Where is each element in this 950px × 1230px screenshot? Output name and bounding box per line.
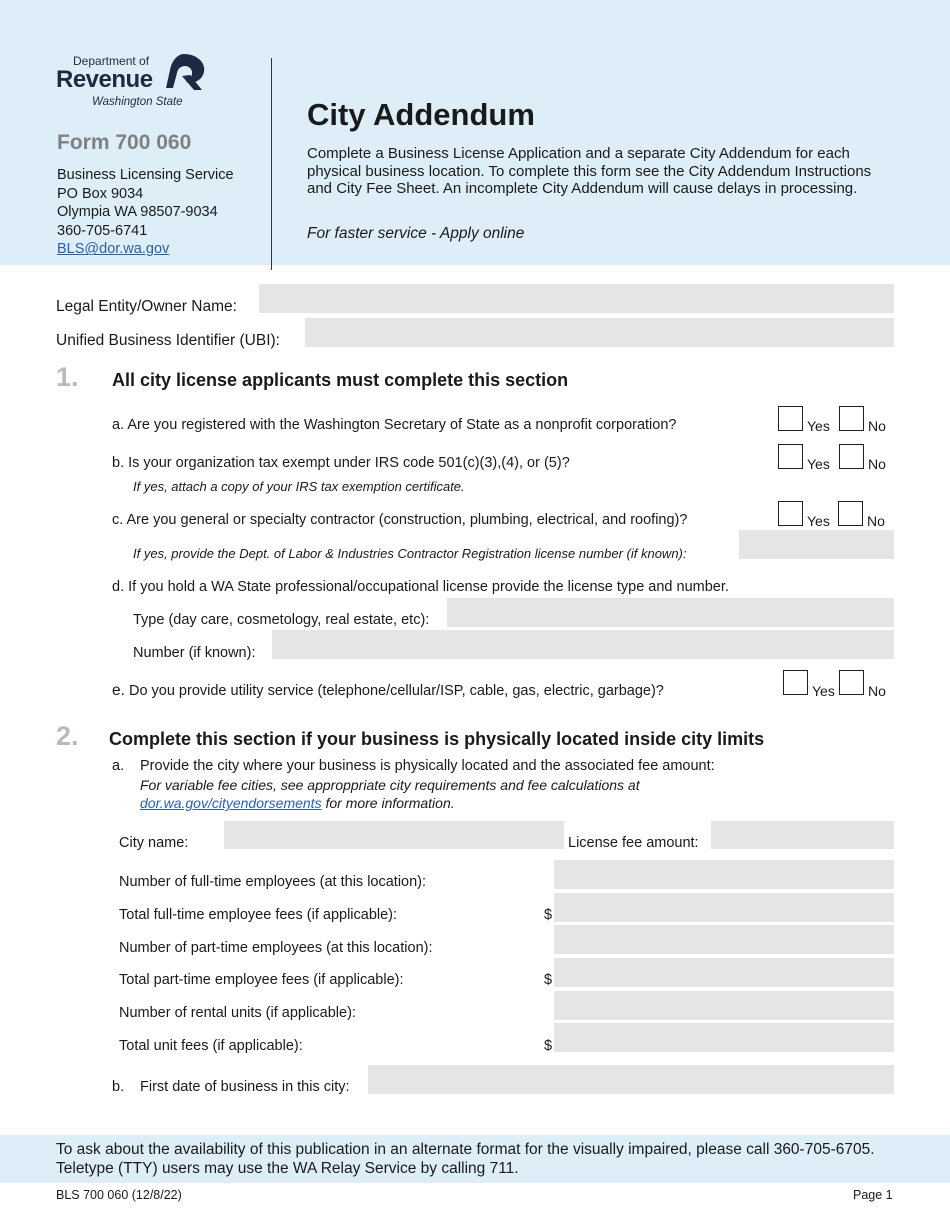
question-2a-text: Provide the city where your business is physically located and the associated fee amount: xyxy=(140,758,715,774)
question-a-nonprofit: a. Are you registered with the Washington Secretary of State as a nonprofit corporation? xyxy=(112,417,677,433)
full-time-employees-label: Number of full-time employees (at this location): xyxy=(119,874,427,890)
logo-swirl-icon xyxy=(160,52,208,92)
dollar-sign: $ xyxy=(544,907,553,923)
question-c-contractor: c. Are you general or specialty contractor (construction, plumbing, electrical, and roofing)? xyxy=(112,512,688,528)
part-time-fees-label: Total part-time employee fees (if applicable): xyxy=(119,972,404,988)
rental-units-field[interactable] xyxy=(554,991,894,1020)
contractor-yes-checkbox[interactable] xyxy=(778,501,803,526)
section-2-number: 2. xyxy=(56,721,79,751)
no-label: No xyxy=(868,683,886,699)
phone-number: 360-705-6741 xyxy=(57,222,148,239)
nonprofit-yes-checkbox[interactable] xyxy=(778,406,803,431)
no-label: No xyxy=(868,456,886,472)
form-number: Form 700 060 xyxy=(57,131,192,154)
question-b-tax-exempt: b. Is your organization tax exempt under IRS code 501(c)(3),(4), or (5)? xyxy=(112,455,570,471)
logo-dept-of: Department of xyxy=(73,54,150,68)
question-2a-note-end: for more information. xyxy=(321,795,455,811)
yes-label: Yes xyxy=(807,456,830,472)
city-endorsements-link[interactable]: dor.wa.gov/cityendorsements xyxy=(140,795,322,811)
question-e-letter: e. xyxy=(112,682,125,699)
mailing-address xyxy=(57,166,234,259)
license-number-field[interactable] xyxy=(272,630,894,659)
no-label: No xyxy=(868,418,886,434)
yes-label: Yes xyxy=(812,683,835,699)
part-time-employees-label: Number of part-time employees (at this location): xyxy=(119,940,433,956)
question-2a-link-line xyxy=(140,795,455,811)
nonprofit-no-checkbox[interactable] xyxy=(839,406,864,431)
address-line: Business Licensing Service xyxy=(57,167,234,183)
city-name-field[interactable] xyxy=(224,821,564,849)
contractor-license-field[interactable] xyxy=(739,530,894,559)
section-2-heading: Complete this section if your business is physically located inside city limits xyxy=(109,729,765,749)
tax-exempt-no-checkbox[interactable] xyxy=(839,444,864,469)
address-line: Olympia WA 98507-9034 xyxy=(57,204,218,221)
section-1-number: 1. xyxy=(56,362,79,392)
license-type-field[interactable] xyxy=(447,598,894,627)
first-date-field[interactable] xyxy=(368,1065,894,1094)
unit-fees-field[interactable] xyxy=(554,1023,894,1052)
tax-exempt-yes-checkbox[interactable] xyxy=(778,444,803,469)
apply-online-text: For faster service - Apply online xyxy=(307,225,525,242)
question-d-professional-license: d. If you hold a WA State professional/occupational license provide the license type and number. xyxy=(112,579,729,595)
license-fee-label: License fee amount: xyxy=(568,835,699,851)
owner-name-field[interactable] xyxy=(259,284,894,313)
dollar-sign: $ xyxy=(544,972,553,988)
ubi-field[interactable] xyxy=(305,318,894,347)
page-title: City Addendum xyxy=(307,97,535,132)
email-link[interactable]: BLS@dor.wa.gov xyxy=(57,241,170,258)
license-number-label: Number (if known): xyxy=(133,645,256,661)
dor-logo xyxy=(56,52,216,114)
question-e-utility xyxy=(112,682,664,700)
question-b-note: If yes, attach a copy of your IRS tax exemption certificate. xyxy=(133,479,465,494)
part-time-employees-field[interactable] xyxy=(554,925,894,954)
question-2a-note: For variable fee cities, see approppriate city requirements and fee calculations at xyxy=(140,777,640,793)
address-line: PO Box 9034 xyxy=(57,185,144,202)
city-name-label: City name: xyxy=(119,835,189,851)
utility-no-checkbox[interactable] xyxy=(839,670,864,695)
accessibility-notice: To ask about the availability of this publication in an alternate format for the visually impaired, please call 360-705-6705. Teletype (TTY) users may use the WA Relay Service by calling 711. xyxy=(56,1141,875,1177)
first-date-label: First date of business in this city: xyxy=(140,1079,350,1095)
license-fee-field[interactable] xyxy=(711,821,894,849)
full-time-fees-label: Total full-time employee fees (if applicable): xyxy=(119,907,398,923)
question-e-text: Do you provide utility service (telephone/cellular/ISP, cable, gas, electric, garbage)? xyxy=(124,683,664,699)
intro-text: Complete a Business License Application and a separate City Addendum for each physical business location. To complete this form see the City Addendum Instructions and City Fee Sheet. An incomplete City Addendum will cause delays in processing. xyxy=(307,145,872,197)
question-2b-letter: b. xyxy=(112,1079,125,1095)
logo-revenue: Revenue xyxy=(56,66,153,93)
rental-units-label: Number of rental units (if applicable): xyxy=(119,1005,356,1021)
utility-yes-checkbox[interactable] xyxy=(783,670,808,695)
question-c-note: If yes, provide the Dept. of Labor & Industries Contractor Registration license number (if known): xyxy=(133,546,687,561)
contractor-no-checkbox[interactable] xyxy=(838,501,863,526)
no-label: No xyxy=(867,513,885,529)
section-1-heading: All city license applicants must complete this section xyxy=(112,370,569,390)
unit-fees-label: Total unit fees (if applicable): xyxy=(119,1038,303,1054)
dollar-sign: $ xyxy=(544,1038,553,1054)
question-2a-letter: a. xyxy=(112,758,125,774)
part-time-fees-field[interactable] xyxy=(554,958,894,987)
license-type-label: Type (day care, cosmetology, real estate, etc): xyxy=(133,612,430,628)
header-divider xyxy=(271,58,272,270)
page-number: Page 1 xyxy=(853,1188,893,1202)
yes-label: Yes xyxy=(807,418,830,434)
full-time-fees-field[interactable] xyxy=(554,893,894,922)
ubi-label: Unified Business Identifier (UBI): xyxy=(56,332,280,349)
owner-name-label: Legal Entity/Owner Name: xyxy=(56,298,237,315)
yes-label: Yes xyxy=(807,513,830,529)
logo-state: Washington State xyxy=(92,96,183,108)
form-code: BLS 700 060 (12/8/22) xyxy=(56,1188,182,1202)
full-time-employees-field[interactable] xyxy=(554,860,894,889)
